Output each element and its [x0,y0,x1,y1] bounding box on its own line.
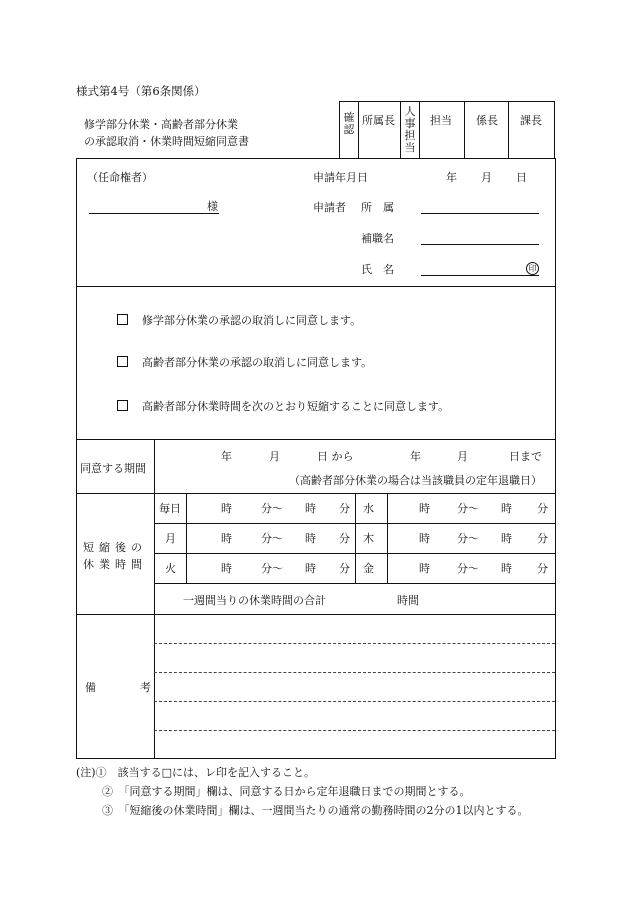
approval-tanto-label: 担当 [430,114,452,127]
checkbox-revoke-study[interactable] [117,314,128,325]
time-unit-label: 分 [537,532,548,545]
approval-kakaricho-label: 係長 [476,114,498,127]
hours-row-everyday: 毎日 [159,502,181,515]
time-unit-label: 時 [501,532,512,545]
time-unit-label: 時 [501,562,512,575]
approval-kakunin-label: 確 認 [343,111,355,136]
time-unit-label: 分 [339,502,350,515]
note-2: ② 「同意する期間」欄は、同意する日から定年退職日までの期間とする。 [102,785,471,798]
hours-label-line2: 休業時間 [83,558,147,571]
time-unit-label: 分〜 [457,502,479,515]
dept-input-line[interactable] [421,213,539,214]
approval-stamp-box [339,101,555,159]
remarks-area[interactable] [154,614,555,758]
time-unit-label: 分〜 [261,502,283,515]
name-label: 氏 名 [361,263,394,276]
name-input-line[interactable] [421,275,539,276]
period-to-day: 日まで [509,450,542,463]
time-unit-label: 分 [537,502,548,515]
hours-row-thu: 木 [363,532,374,545]
period-from-day: 日 から [317,450,354,463]
hours-row-fri: 金 [363,562,374,575]
apply-month-label: 月 [481,171,492,184]
dept-label: 所 属 [361,201,394,214]
period-from-year: 年 [221,450,232,463]
checkbox-revoke-elderly[interactable] [117,356,128,367]
time-unit-label: 時 [221,502,232,515]
time-unit-label: 時 [419,532,430,545]
checkbox-shorten-hours[interactable] [117,400,128,411]
time-unit-label: 時 [305,562,316,575]
apply-date-label: 申請年月日 [313,171,368,184]
period-from-month: 月 [269,450,280,463]
time-unit-label: 時 [419,502,430,515]
period-to-month: 月 [457,450,468,463]
time-unit-label: 分〜 [457,562,479,575]
time-unit-label: 時 [305,502,316,515]
approval-jinji-tanto-label: 人 事 担 当 [404,105,416,154]
position-input-line[interactable] [421,244,539,245]
time-unit-label: 時 [221,532,232,545]
time-unit-label: 分〜 [261,532,283,545]
note-1: (注)① 該当する□には、レ印を記入すること。 [76,766,315,779]
hours-row-tue: 火 [165,562,176,575]
option-revoke-elderly-leave[interactable]: 高齢者部分休業の承認の取消しに同意します。 [117,356,372,368]
time-unit-label: 分〜 [457,532,479,545]
approval-shozokucho-label: 所属長 [362,114,395,127]
note-3: ③ 「短縮後の休業時間」欄は、一週間当たりの通常の勤務時間の2分の1以内とする。 [102,804,529,817]
period-to-year: 年 [410,450,421,463]
weekly-total-label: 一週間当りの休業時間の合計 [183,594,326,607]
sama-label: 様 [207,200,218,213]
weekly-total-unit: 時間 [397,594,419,607]
time-unit-label: 分 [537,562,548,575]
seal-mark: 印 [526,262,539,275]
apply-year-label: 年 [446,171,457,184]
remarks-label: 備 考 [85,681,151,694]
time-unit-label: 時 [419,562,430,575]
option-shorten-elderly-hours[interactable]: 高齢者部分休業時間を次のとおり短縮することに同意します。 [117,400,449,412]
hours-row-wed: 水 [363,502,374,515]
option-revoke-study-leave[interactable]: 修学部分休業の承認の取消しに同意します。 [117,314,361,326]
appointer-label: （任命権者） [87,171,153,184]
applicant-label: 申請者 [313,201,346,214]
position-label: 補職名 [361,232,394,245]
form-number: 様式第4号（第6条関係） [76,84,206,98]
period-label: 同意する期間 [80,462,146,475]
document-title-line2: の承認取消・休業時間短縮同意書 [84,135,249,148]
appointer-name-line[interactable] [89,213,219,214]
document-title-line1: 修学部分休業・高齢者部分休業 [84,118,238,131]
time-unit-label: 時 [221,562,232,575]
hours-row-mon: 月 [165,532,176,545]
period-note: （高齢者部分休業の場合は当該職員の定年退職日） [289,474,542,487]
time-unit-label: 分 [339,532,350,545]
time-unit-label: 時 [305,532,316,545]
form-frame [76,158,556,759]
hours-label-line1: 短縮後の [83,541,147,554]
time-unit-label: 分〜 [261,562,283,575]
apply-day-label: 日 [516,171,527,184]
time-unit-label: 分 [339,562,350,575]
approval-kacho-label: 課長 [520,114,542,127]
time-unit-label: 時 [501,502,512,515]
